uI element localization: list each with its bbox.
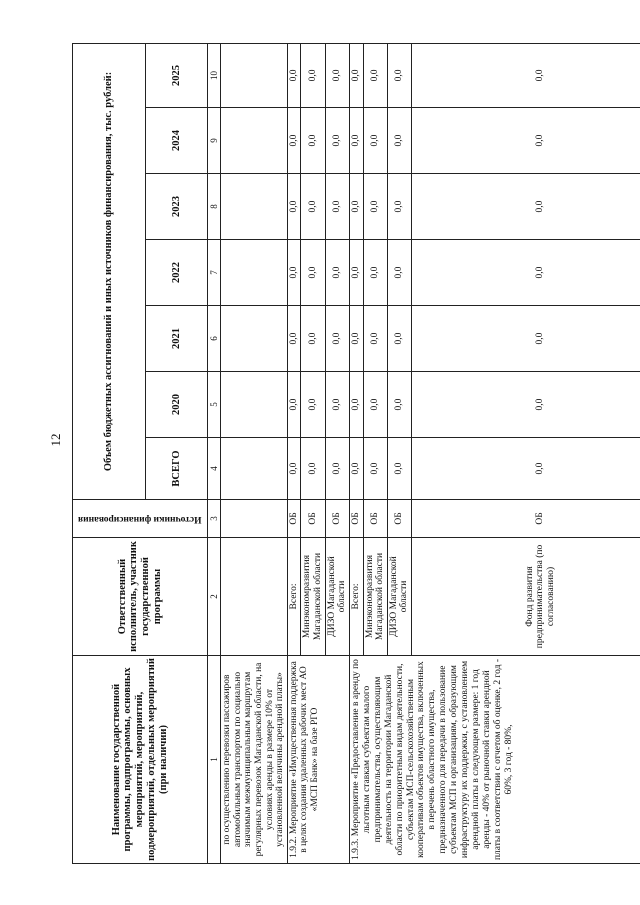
- value-cell: 0,0: [412, 306, 640, 372]
- value-cell: 0,0: [301, 240, 325, 306]
- source-cell: ОБ: [349, 500, 363, 538]
- value-cell: 0,0: [301, 43, 325, 107]
- header-year-2025: 2025: [146, 43, 208, 107]
- col-number: 6: [208, 306, 221, 372]
- executor-cell: Минэкономразвития Магаданской области: [363, 538, 387, 656]
- value-cell: 0,0: [349, 306, 363, 372]
- value-cell: 0,0: [349, 108, 363, 174]
- value-cell: 0,0: [412, 438, 640, 500]
- header-year-2024: 2024: [146, 108, 208, 174]
- value-cell: 0,0: [363, 306, 387, 372]
- value-cell: 0,0: [363, 372, 387, 438]
- value-cell: 0,0: [287, 438, 301, 500]
- value-cell: 0,0: [325, 108, 349, 174]
- header-funding-title: Объем бюджетных ассигнований и иных источников финансирования, тыс. рублей:: [73, 43, 146, 499]
- executor-cell: ДИЗО Магаданской области: [387, 538, 411, 656]
- value-cell: 0,0: [387, 43, 411, 107]
- executor-cell: Минэкономразвития Магаданской области: [301, 538, 325, 656]
- value-cell: 0,0: [325, 43, 349, 107]
- value-cell: 0,0: [363, 108, 387, 174]
- col-number: 4: [208, 438, 221, 500]
- value-cell: 0,0: [325, 438, 349, 500]
- value-cell: 0,0: [301, 306, 325, 372]
- executor-cell: Фонд развития предпринимательства (по согласованию): [412, 538, 640, 656]
- value-cell: 0,0: [301, 108, 325, 174]
- program-name-cell: по осуществлению перевозки пассажиров автомобильным транспортом по социально значимым межмуниципальным маршрутам регулярных перевозок Магаданской области, на условиях аренды в размере 10% от установленной величины арендной платы»: [221, 656, 288, 864]
- source-cell: ОБ: [412, 500, 640, 538]
- value-cell: 0,0: [363, 43, 387, 107]
- value-cell: 0,0: [387, 438, 411, 500]
- value-cell: 0,0: [387, 108, 411, 174]
- header-program-name: Наименование государственной программы, подпрограммы, основных мероприятий, мероприятий, подмероприятий, отдельных мероприятий (при наличии): [73, 656, 208, 864]
- value-cell: 0,0: [325, 306, 349, 372]
- header-total: ВСЕГО: [146, 438, 208, 500]
- col-number: 5: [208, 372, 221, 438]
- executor-cell: ДИЗО Магаданской области: [325, 538, 349, 656]
- value-cell: 0,0: [287, 174, 301, 240]
- col-number: 8: [208, 174, 221, 240]
- header-year-2023: 2023: [146, 174, 208, 240]
- value-cell: 0,0: [387, 174, 411, 240]
- value-cell: 0,0: [301, 174, 325, 240]
- col-number: 2: [208, 538, 221, 656]
- col-number: 3: [208, 500, 221, 538]
- source-cell: ОБ: [387, 500, 411, 538]
- table-row: [349, 43, 363, 863]
- header-year-2021: 2021: [146, 306, 208, 372]
- value-cell: 0,0: [412, 174, 640, 240]
- header-executor: Ответственный исполнитель, участник государственной программы: [73, 538, 208, 656]
- value-cell: 0,0: [301, 372, 325, 438]
- value-cell: 0,0: [363, 438, 387, 500]
- table-row: [287, 43, 301, 863]
- source-cell: ОБ: [287, 500, 301, 538]
- col-number: 1: [208, 656, 221, 864]
- value-cell: 0,0: [387, 306, 411, 372]
- source-cell: ОБ: [325, 500, 349, 538]
- source-cell: ОБ: [301, 500, 325, 538]
- col-number: 9: [208, 108, 221, 174]
- value-cell: 0,0: [363, 240, 387, 306]
- value-cell: 0,0: [412, 240, 640, 306]
- value-cell: 0,0: [325, 372, 349, 438]
- value-cell: 0,0: [387, 240, 411, 306]
- total-label: Всего:: [287, 538, 301, 656]
- header-funding-source: Источники финансирования: [73, 500, 208, 538]
- source-cell: ОБ: [363, 500, 387, 538]
- value-cell: 0,0: [363, 174, 387, 240]
- header-year-2022: 2022: [146, 240, 208, 306]
- value-cell: 0,0: [349, 240, 363, 306]
- table-row: [221, 43, 288, 863]
- program-name-cell: 1.9.2. Мероприятие «Имущественная поддержка в целях создания удаленных рабочих мест АО «МСП Банк» на базе РГО: [287, 656, 349, 864]
- value-cell: 0,0: [287, 306, 301, 372]
- value-cell: 0,0: [287, 108, 301, 174]
- page-number: 12: [48, 433, 63, 447]
- col-number: 7: [208, 240, 221, 306]
- value-cell: 0,0: [349, 438, 363, 500]
- col-number: 10: [208, 43, 221, 107]
- value-cell: 0,0: [349, 43, 363, 107]
- value-cell: 0,0: [349, 174, 363, 240]
- funding-table: [72, 43, 640, 864]
- rotated-table-sheet: [72, 44, 640, 864]
- program-name-cell: 1.9.3. Мероприятие «Предоставление в аренду по льготным ставкам субъектам малого предпринимательства, осуществляющим деятельность на территории Магаданской области по приоритетным видам деятельности, субъектам МСП-сельскохозяйственным кооперативам объектов имущества, включенных в перечень областного имущества, предназначенного для передачи в пользование субъектам МСП и организациям, образующим инфраструктуру их поддержки, с установлением арендной платы в следующем размере: 1 год аренды - 40% от рыночной ставки арендной платы в соответствии с отчетом об оценке, 2 год - 60%, 3 год - 80%,: [349, 656, 640, 864]
- value-cell: 0,0: [287, 43, 301, 107]
- value-cell: 0,0: [287, 240, 301, 306]
- value-cell: 0,0: [412, 372, 640, 438]
- value-cell: 0,0: [412, 43, 640, 107]
- value-cell: 0,0: [287, 372, 301, 438]
- value-cell: 0,0: [412, 108, 640, 174]
- value-cell: 0,0: [387, 372, 411, 438]
- value-cell: 0,0: [325, 174, 349, 240]
- header-year-2020: 2020: [146, 372, 208, 438]
- value-cell: 0,0: [325, 240, 349, 306]
- value-cell: 0,0: [349, 372, 363, 438]
- value-cell: 0,0: [301, 438, 325, 500]
- total-label: Всего:: [349, 538, 363, 656]
